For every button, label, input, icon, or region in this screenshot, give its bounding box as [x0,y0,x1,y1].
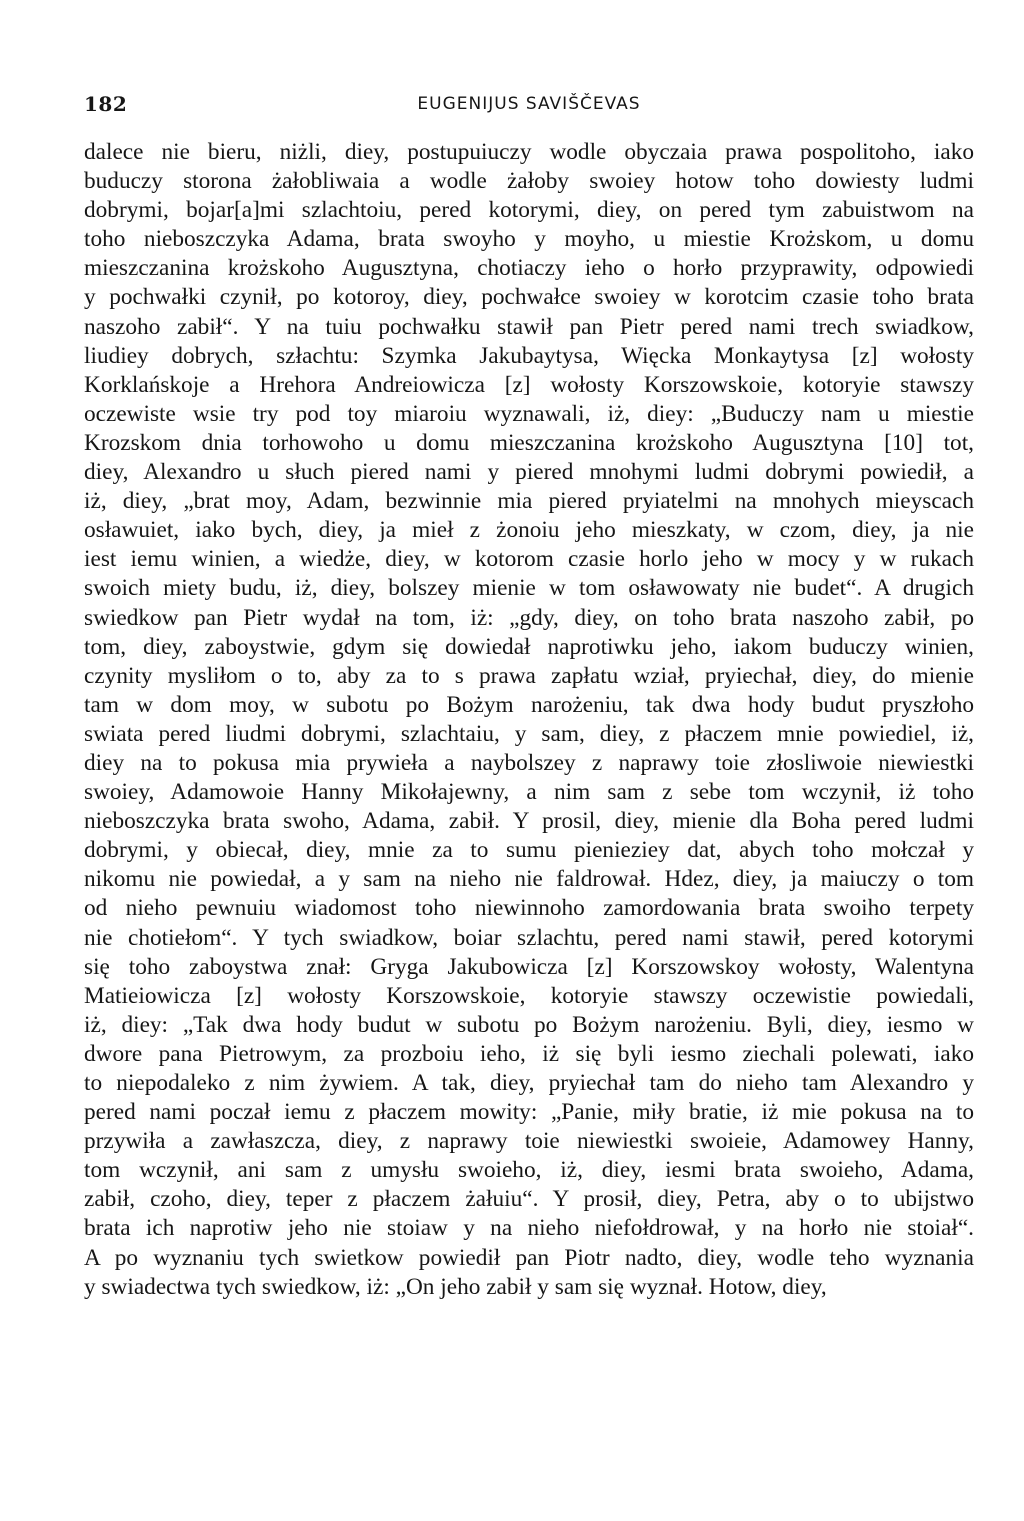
text-line: pered nami poczał iemu z płaczem mowity: „Panie, miły bratie, iż mie pokusa na to [84,1099,974,1126]
text-line: nie chotiełom“. Y tych swiadkow, boiar szlachtu, pered nami stawił, pered kotorymi [84,924,974,951]
text-line: dwore pana Pietrowym, za prozboiu ieho, iż się byli iesmo ziechali polewati, iako [84,1040,974,1067]
text-line: swiedkow pan Pietr wydał na tom, iż: „gdy, diey, on toho brata naszoho zabił, po [84,604,974,631]
text-line: zabił, czoho, diey, teper z płaczem żałuiu“. Y prosił, diey, Petra, aby o to ubijstwo [84,1186,974,1213]
text-line: mieszczanina krożskoho Augusztyna, chotiaczy ieho o horło przyprawity, odpowiedi [84,255,974,282]
text-line: czynity mysliłom o to, aby za to s prawa zapłatu wział, pryiechał, diey, do mienie [84,662,974,689]
text-line: nieboszczyka brata swoho, Adama, zabił. Y prosil, diey, mienie dla Boha pered ludmi [84,808,974,835]
text-line: swoiey, Adamowoie Hanny Mikołajewny, a nim sam z sebe tom wczynił, iż toho [84,779,974,806]
text-line: tom wczynił, ani sam z umysłu swoieho, iż, diey, iesmi brata swoieho, Adama, [84,1157,974,1184]
text-line: Matieiowicza [z] wołosty Korszowskoie, kotoryie stawszy oczewistie powiedali, [84,982,974,1009]
text-line: Krozskom dnia torhowoho u domu mieszczanina krożskoho Augusztyna [10] tot, [84,429,974,456]
text-line: dobrymi, y obiecał, diey, mnie za to sumu pienieziey dat, abych toho mołczał y [84,837,974,864]
body-text [84,138,974,1302]
text-line: diey na to pokusa mia prywieła a naybolszey z naprawy toie złosliwoie niewiestki [84,749,974,776]
text-line: y pochwałki czynił, po kotoroy, diey, pochwałce swoiey w korotcim czasie toho brata [84,284,974,311]
text-line: brata ich naprotiw jeho nie stoiaw y na nieho niefołdrował, y na horło nie stoiał“. [84,1215,974,1242]
text-line: dobrymi, bojar[a]mi szlachtoiu, pered kotorymi, diey, on pered tym zabuistwom na [84,197,974,224]
text-line: tom, diey, zaboystwie, gdym się dowiedał naprotiwku jeho, iakom buduczy winien, [84,633,974,660]
text-line: swiata pered liudmi dobrymi, szlachtaiu, y sam, diey, z płaczem mnie powiediel, iż, [84,720,974,747]
text-line: Korklańskoje a Hrehora Andreiowicza [z] wołosty Korszowskoie, kotoryie stawszy [84,371,974,398]
text-line: dalece nie bieru, niżli, diey, postupuiuczy wodle obyczaia prawa pospolitoho, iako [84,139,974,165]
text-line: osławuiet, iako bych, diey, ja mieł z żonoiu jeho mieszkaty, w czom, diey, ja nie [84,517,974,544]
text-line: iż, diey, „brat moy, Adam, bezwinnie mia piered pryiatelmi na mnohych mieyscach [84,488,974,515]
running-head [84,92,974,120]
text-line: nikomu nie powiedał, a y sam na nieho nie faldrował. Hdez, diey, ja maiuczy o tom [84,866,974,893]
text-line: buduczy storona żałobliwaia a wodle żałoby swoiey hotow toho dowiesty ludmi [84,168,974,195]
text-line: liudiey dobrych, szłachtu: Szymka Jakubaytysa, Więcka Monkaytysa [z] wołosty [84,342,974,369]
text-line: toho nieboszczyka Adama, brata swoyho y moyho, u miestie Krożskom, u domu [84,226,974,253]
text-line: oczewiste wsie try pod toy miaroiu wyznawali, iż, diey: „Buduczy nam u miestie [84,400,974,427]
running-title: EUGENIJUS SAVIŠČEVAS [417,94,641,114]
text-line: przywiła a zawłaszcza, diey, z naprawy toie niewiestki swoieie, Adamowey Hanny, [84,1128,974,1155]
text-line: diey, Alexandro u słuch piered nami y piered mnohymi ludmi dobrymi powiedił, a [84,459,974,486]
text-line: iest iemu winien, a wiedże, diey, w kotorom czasie horlo jeho w mocy y w rukach [84,546,974,573]
text-line: od nieho pewnuiu wiadomost toho niewinnoho zamordowania brata swoiho terpety [84,895,974,922]
text-line: swoich miety budu, iż, diey, bolszey mienie w tom osławowaty nie budet“. A drugich [84,575,974,602]
text-line: iż, diey: „Tak dwa hody budut w subotu po Bożym narożeniu. Byli, diey, iesmo w [84,1011,974,1038]
text-line: się toho zaboystwa znał: Gryga Jakubowicza [z] Korszowskoy wołosty, Walentyna [84,953,974,980]
text-line: y swiadectwa tych swiedkow, iż: „On jeho zabił y sam się wyznał. Hotow, diey, [84,1273,827,1300]
text-line: naszoho zabił“. Y na tuiu pochwałku stawił pan Pietr pered nami trech swiadkow, [84,313,974,340]
page-number: 182 [84,92,128,116]
text-line: A po wyznaniu tych swietkow powiedił pan Piotr nadto, diey, wodle teho wyznania [84,1244,974,1271]
text-line: to niepodaleko z nim żywiem. A tak, diey, pryiechał tam do nieho tam Alexandro y [84,1070,974,1096]
text-line: tam w dom moy, w subotu po Bożym narożeniu, tak dwa hody budut pryszłoho [84,691,974,718]
